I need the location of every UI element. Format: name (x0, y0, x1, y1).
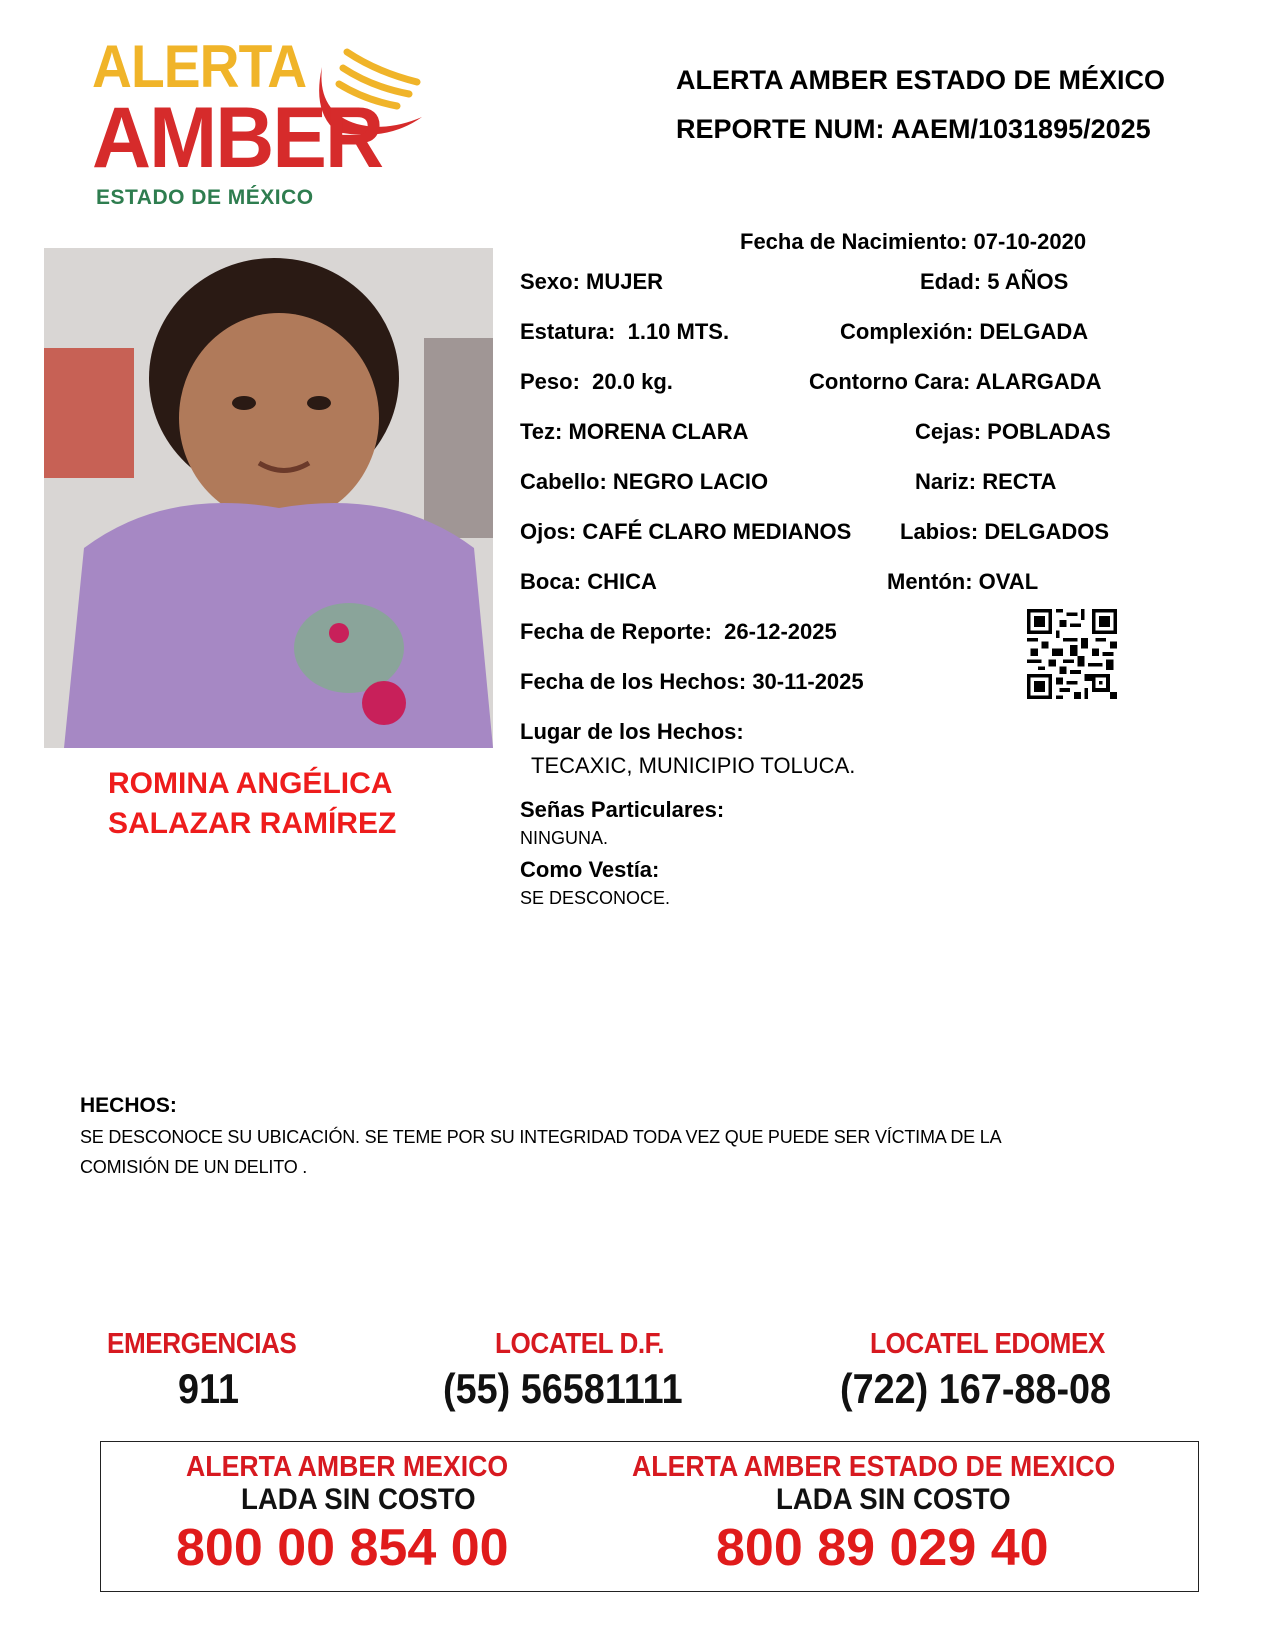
value: 26-12-2025 (724, 619, 837, 644)
field-vestia-label: Como Vestía: (520, 857, 660, 882)
value: MUJER (586, 269, 664, 294)
value: 20.0 kg. (592, 369, 673, 394)
logo-estado-text: ESTADO DE MÉXICO (96, 186, 314, 209)
field-senas-value: NINGUNA. (520, 828, 609, 848)
field-lugar-hechos-label: Lugar de los Hechos: (520, 719, 744, 744)
field-cabello (520, 469, 768, 495)
contact-locatel-df-title: LOCATEL D.F. (495, 1328, 665, 1360)
value: ALARGADA (975, 369, 1102, 394)
toll-free-edomex-number[interactable]: 800 89 029 40 (716, 1519, 1049, 1577)
field-nariz (915, 469, 1056, 495)
label: Fecha de Nacimiento: (740, 229, 968, 254)
toll-free-mexico-title: ALERTA AMBER MEXICO (186, 1451, 509, 1483)
value: RECTA (982, 469, 1057, 494)
value: MORENA CLARA (568, 419, 749, 444)
logo-amber-text: AMBER (92, 90, 383, 186)
toll-free-mexico-number[interactable]: 800 00 854 00 (176, 1519, 509, 1577)
label: Complexión: (840, 319, 974, 344)
hechos-body (80, 1122, 1230, 1182)
label: Ojos: (520, 519, 577, 544)
value: CHICA (587, 569, 657, 594)
field-estatura (520, 319, 729, 345)
field-complexion (840, 319, 1088, 345)
field-labios (900, 519, 1109, 545)
qr-code-icon[interactable] (1027, 609, 1117, 699)
label: Fecha de Reporte: (520, 619, 712, 644)
child-photo (44, 248, 493, 748)
field-menton (887, 569, 1038, 595)
label: Estatura: (520, 319, 616, 344)
value: OVAL (978, 569, 1039, 594)
hechos-title: HECHOS: (80, 1094, 177, 1117)
label: Sexo: (520, 269, 580, 294)
field-peso (520, 369, 673, 395)
field-senas-label: Señas Particulares: (520, 797, 725, 822)
value: 07-10-2020 (973, 229, 1087, 254)
logo-alerta-text: ALERTA (92, 33, 307, 100)
contact-emergencias-title: EMERGENCIAS (107, 1328, 297, 1360)
field-sexo (520, 269, 663, 295)
report-number: REPORTE NUM: AAEM/1031895/2025 (676, 114, 1151, 144)
contact-locatel-df-number[interactable]: (55) 56581111 (443, 1365, 683, 1412)
contact-locatel-edomex-number[interactable]: (722) 167-88-08 (840, 1365, 1112, 1412)
field-ojos (520, 519, 851, 545)
missing-person-first-name: ROMINA ANGÉLICA (108, 767, 393, 800)
label: Tez: (520, 419, 563, 444)
label: Boca: (520, 569, 582, 594)
field-fecha-nacimiento (740, 229, 1086, 255)
value: 1.10 MTS. (627, 319, 730, 344)
field-boca (520, 569, 657, 595)
label: Nariz: (915, 469, 977, 494)
toll-free-edomex-title: ALERTA AMBER ESTADO DE MEXICO (632, 1451, 1116, 1483)
label: Cabello: (520, 469, 607, 494)
value: POBLADAS (987, 419, 1111, 444)
field-contorno-cara (809, 369, 1102, 395)
value: DELGADOS (984, 519, 1110, 544)
field-cejas (915, 419, 1111, 445)
hechos-line-1: SE DESCONOCE SU UBICACIÓN. SE TEME POR SU INTEGRIDAD TODA VEZ QUE PUEDE SER VÍCTIMA DE LA (80, 1127, 1002, 1147)
field-fecha-hechos (520, 669, 864, 695)
label: Cejas: (915, 419, 982, 444)
value: 5 AÑOS (987, 269, 1069, 294)
contact-emergencias-number[interactable]: 911 (178, 1365, 239, 1412)
label: Fecha de los Hechos: (520, 669, 747, 694)
field-vestia-value: SE DESCONOCE. (520, 888, 671, 908)
field-edad (920, 269, 1068, 295)
label: Labios: (900, 519, 979, 544)
value: 30-11-2025 (752, 669, 864, 694)
label: Edad: (920, 269, 982, 294)
alerta-amber-logo (92, 33, 422, 215)
missing-person-last-name: SALAZAR RAMÍREZ (108, 807, 397, 840)
label: Contorno Cara: (809, 369, 971, 394)
value: CAFÉ CLARO MEDIANOS (582, 519, 852, 544)
value: DELGADA (979, 319, 1089, 344)
label: Mentón: (887, 569, 973, 594)
photo-illustration (44, 248, 493, 748)
label: Peso: (520, 369, 580, 394)
toll-free-edomex-subtitle: LADA SIN COSTO (776, 1483, 1011, 1516)
page-title: ALERTA AMBER ESTADO DE MÉXICO (676, 65, 1166, 95)
contact-locatel-edomex-title: LOCATEL EDOMEX (870, 1328, 1105, 1360)
value: NEGRO LACIO (612, 469, 769, 494)
field-lugar-hechos-value: TECAXIC, MUNICIPIO TOLUCA. (531, 753, 856, 778)
hechos-line-2: COMISIÓN DE UN DELITO . (80, 1157, 308, 1177)
field-fecha-reporte (520, 619, 837, 645)
field-tez (520, 419, 749, 445)
toll-free-mexico-subtitle: LADA SIN COSTO (241, 1483, 476, 1516)
